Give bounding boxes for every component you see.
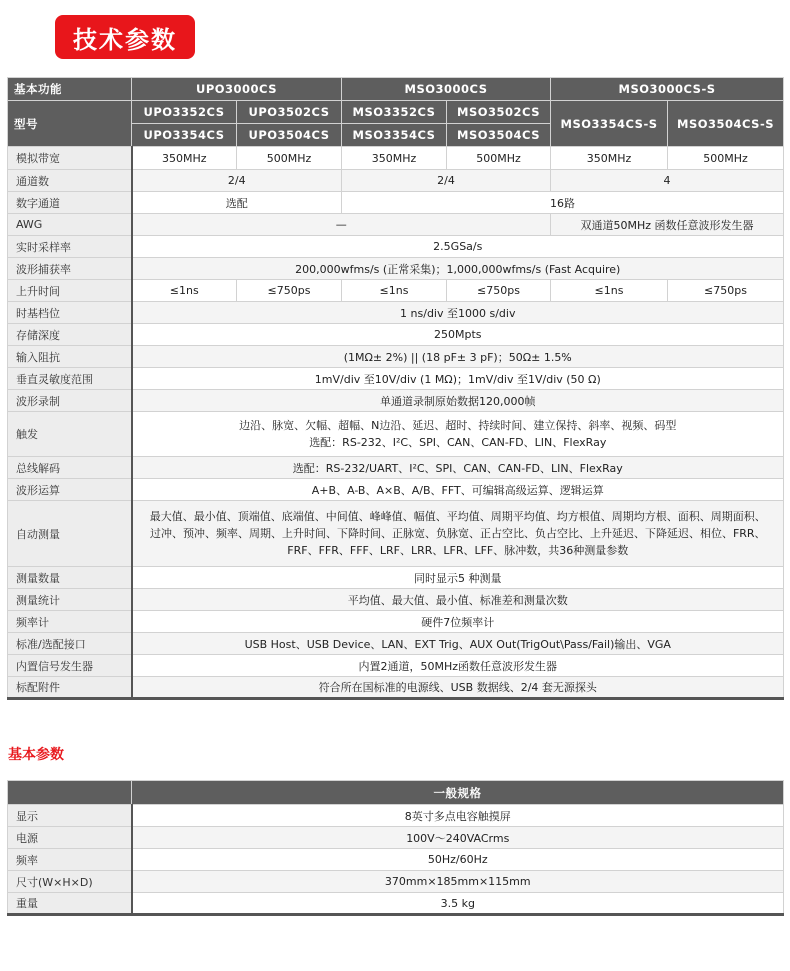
model-upo3352cs: UPO3352CS	[132, 101, 237, 124]
row-digital-channels	[8, 192, 784, 214]
cell-value: 100V～240VACrms	[132, 827, 784, 849]
cell-value: (1MΩ± 2%) || (18 pF± 3 pF)；50Ω± 1.5%	[132, 346, 784, 368]
row-label: 存储深度	[8, 324, 132, 346]
model-upo3354cs: UPO3354CS	[132, 124, 237, 147]
cell-value: 双通道50MHz 函数任意波形发生器	[551, 214, 784, 236]
row-label: 频率计	[8, 611, 132, 633]
row-power	[8, 827, 784, 849]
row-weight	[8, 893, 784, 915]
header-group-mso3000cs-s: MSO3000CS-S	[551, 78, 784, 101]
row-label: 显示	[8, 805, 132, 827]
cell-value: 350MHz	[132, 147, 237, 170]
section-title-basic-params: 基本参数	[8, 747, 64, 763]
row-channels	[8, 170, 784, 192]
row-label: 波形运算	[8, 479, 132, 501]
row-label: 标配附件	[8, 677, 132, 699]
row-label: 测量统计	[8, 589, 132, 611]
cell-value-multiline	[132, 412, 784, 457]
row-capture-rate	[8, 258, 784, 280]
row-accessories	[8, 677, 784, 699]
row-label: 内置信号发生器	[8, 655, 132, 677]
row-label: 自动测量	[8, 501, 132, 567]
row-label: 频率	[8, 849, 132, 871]
row-measure-count	[8, 567, 784, 589]
cell-value: 500MHz	[237, 147, 342, 170]
row-vertical-sensitivity	[8, 368, 784, 390]
row-input-impedance	[8, 346, 784, 368]
model-mso3354cs-s: MSO3354CS-S	[551, 101, 668, 147]
cell-value-multiline	[132, 501, 784, 567]
row-bandwidth	[8, 147, 784, 170]
tech-specs-table	[7, 77, 784, 700]
row-label: 电源	[8, 827, 132, 849]
cell-value: 250Mpts	[132, 324, 784, 346]
model-mso3504cs-s: MSO3504CS-S	[668, 101, 784, 147]
measure-line-1: 最大值、最小值、顶端值、底端值、中间值、峰峰值、幅值、平均值、周期平均值、均方根值、周期均方根、面积、周期面积、	[149, 509, 766, 523]
cell-value: 50Hz/60Hz	[132, 849, 784, 871]
row-display	[8, 805, 784, 827]
header-row-models-top	[8, 101, 784, 124]
cell-value: 平均值、最大值、最小值、标准差和测量次数	[132, 589, 784, 611]
row-trigger	[8, 412, 784, 457]
cell-value: 370mm×185mm×115mm	[132, 871, 784, 893]
model-mso3352cs: MSO3352CS	[342, 101, 447, 124]
row-label: 总线解码	[8, 457, 132, 479]
model-mso3502cs: MSO3502CS	[447, 101, 551, 124]
cell-value: ≤1ns	[132, 280, 237, 302]
cell-value: 3.5 kg	[132, 893, 784, 915]
model-upo3504cs: UPO3504CS	[237, 124, 342, 147]
row-label: 模拟带宽	[8, 147, 132, 170]
row-waveform-record	[8, 390, 784, 412]
row-signal-generator	[8, 655, 784, 677]
row-label: 波形捕获率	[8, 258, 132, 280]
trigger-line-2: 选配：RS-232、I²C、SPI、CAN、CAN-FD、LIN、FlexRay	[309, 436, 607, 449]
header-basic-function: 基本功能	[8, 78, 132, 101]
cell-value: 选配：RS-232/UART、I²C、SPI、CAN、CAN-FD、LIN、FlexRay	[132, 457, 784, 479]
cell-value: 16路	[342, 192, 784, 214]
row-bus-decode	[8, 457, 784, 479]
cell-value: ≤750ps	[668, 280, 784, 302]
cell-value: ≤750ps	[447, 280, 551, 302]
cell-value: 350MHz	[342, 147, 447, 170]
row-label: AWG	[8, 214, 132, 236]
cell-value: ≤1ns	[342, 280, 447, 302]
row-sample-rate	[8, 236, 784, 258]
cell-value: 同时显示5 种测量	[132, 567, 784, 589]
header-group-upo3000cs: UPO3000CS	[132, 78, 342, 101]
measure-line-3: FRF、FFR、FFF、LRF、LRR、LFR、LFF、脉冲数，共36种测量参数	[287, 544, 629, 558]
cell-value: 2.5GSa/s	[132, 236, 784, 258]
cell-value: 选配	[132, 192, 342, 214]
cell-value: USB Host、USB Device、LAN、EXT Trig、AUX Out(TrigOut\Pass/Fail)输出、VGA	[132, 633, 784, 655]
cell-value: 4	[551, 170, 784, 192]
row-label: 输入阻抗	[8, 346, 132, 368]
cell-value: ≤1ns	[551, 280, 668, 302]
row-label: 标准/选配接口	[8, 633, 132, 655]
row-memory-depth	[8, 324, 784, 346]
cell-value: 8英寸多点电容触摸屏	[132, 805, 784, 827]
cell-value: 内置2通道，50MHz函数任意波形发生器	[132, 655, 784, 677]
cell-value: 500MHz	[447, 147, 551, 170]
header-row-groups	[8, 78, 784, 101]
header-group-mso3000cs: MSO3000CS	[342, 78, 551, 101]
row-waveform-math	[8, 479, 784, 501]
row-awg	[8, 214, 784, 236]
row-label: 上升时间	[8, 280, 132, 302]
cell-value: 硬件7位频率计	[132, 611, 784, 633]
header-blank	[8, 781, 132, 805]
model-mso3354cs: MSO3354CS	[342, 124, 447, 147]
basic-specs-table	[7, 780, 784, 916]
cell-value: 200,000wfms/s (正常采集)；1,000,000wfms/s (Fast Acquire)	[132, 258, 784, 280]
header-general-spec: 一般规格	[132, 781, 784, 805]
cell-value: 500MHz	[668, 147, 784, 170]
model-upo3502cs: UPO3502CS	[237, 101, 342, 124]
row-label: 通道数	[8, 170, 132, 192]
cell-value: 单通道录制原始数据120,000帧	[132, 390, 784, 412]
row-label: 数字通道	[8, 192, 132, 214]
section-badge-tech-specs: 技术参数	[55, 15, 195, 59]
row-label: 尺寸(W×H×D)	[8, 871, 132, 893]
header-model-label: 型号	[8, 101, 132, 147]
header-row-general	[8, 781, 784, 805]
cell-value: 2/4	[132, 170, 342, 192]
cell-value: 1mV/div 至10V/div (1 MΩ)；1mV/div 至1V/div (50 Ω)	[132, 368, 784, 390]
row-auto-measure	[8, 501, 784, 567]
row-label: 测量数量	[8, 567, 132, 589]
row-label: 重量	[8, 893, 132, 915]
row-label: 实时采样率	[8, 236, 132, 258]
row-dimensions	[8, 871, 784, 893]
row-frequency	[8, 849, 784, 871]
row-label: 垂直灵敏度范围	[8, 368, 132, 390]
row-frequency-counter	[8, 611, 784, 633]
cell-value: 350MHz	[551, 147, 668, 170]
row-measure-stats	[8, 589, 784, 611]
cell-value: 2/4	[342, 170, 551, 192]
cell-value: 1 ns/div 至1000 s/div	[132, 302, 784, 324]
row-label: 触发	[8, 412, 132, 457]
row-label: 时基档位	[8, 302, 132, 324]
cell-value: ≤750ps	[237, 280, 342, 302]
row-timebase	[8, 302, 784, 324]
cell-value: —	[132, 214, 551, 236]
cell-value: 符合所在国标准的电源线、USB 数据线、2/4 套无源探头	[132, 677, 784, 699]
model-mso3504cs: MSO3504CS	[447, 124, 551, 147]
row-interfaces	[8, 633, 784, 655]
cell-value: A+B、A-B、A×B、A/B、FFT、可编辑高级运算、逻辑运算	[132, 479, 784, 501]
measure-line-2: 过冲、预冲、频率、周期、上升时间、下降时间、正脉宽、负脉宽、正占空比、负占空比、上升延迟、下降延迟、相位、FRR、	[149, 526, 766, 540]
row-label: 波形录制	[8, 390, 132, 412]
trigger-line-1: 边沿、脉宽、欠幅、超幅、N边沿、延迟、超时、持续时间、建立保持、斜率、视频、码型	[239, 418, 677, 432]
row-rise-time	[8, 280, 784, 302]
